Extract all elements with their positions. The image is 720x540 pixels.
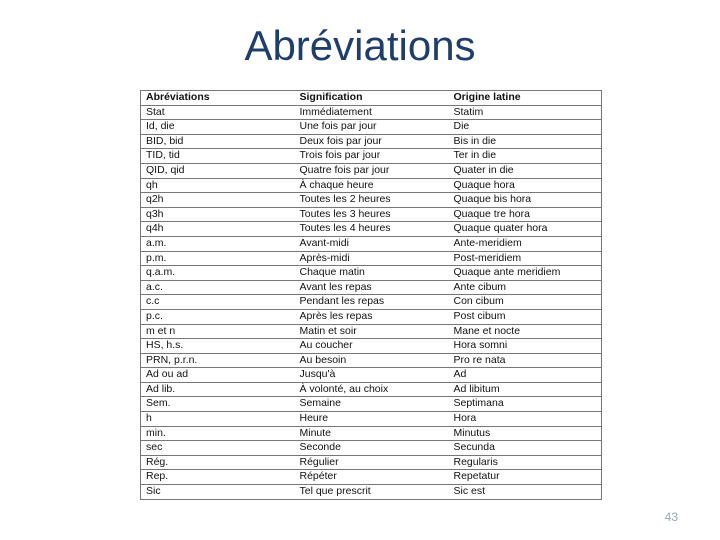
abbreviation-cell: PRN, p.r.n. (141, 353, 295, 368)
latin-origin-cell: Quaque ante meridiem (449, 266, 602, 281)
abbreviation-cell: QID, qid (141, 163, 295, 178)
signification-cell: Seconde (295, 441, 449, 456)
table-row (141, 163, 602, 178)
table-row (141, 207, 602, 222)
latin-origin-cell: Post-meridiem (449, 251, 602, 266)
table-row (141, 426, 602, 441)
table-row (141, 222, 602, 237)
table-row (141, 324, 602, 339)
signification-cell: Semaine (295, 397, 449, 412)
latin-origin-cell: Statim (449, 105, 602, 120)
abbreviation-cell: Stat (141, 105, 295, 120)
header-origine-latine: Origine latine (449, 91, 602, 106)
abbreviation-cell: Sic (141, 485, 295, 500)
table-row (141, 251, 602, 266)
signification-cell: Toutes les 4 heures (295, 222, 449, 237)
latin-origin-cell: Quaque quater hora (449, 222, 602, 237)
header-abbreviations: Abréviations (141, 91, 295, 106)
signification-cell: Chaque matin (295, 266, 449, 281)
table-row (141, 295, 602, 310)
abbreviation-cell: m et n (141, 324, 295, 339)
signification-cell: Au coucher (295, 339, 449, 354)
abbreviation-cell: Id, die (141, 120, 295, 135)
latin-origin-cell: Quater in die (449, 163, 602, 178)
table-row (141, 193, 602, 208)
abbreviation-cell: qh (141, 178, 295, 193)
signification-cell: Immédiatement (295, 105, 449, 120)
latin-origin-cell: Repetatur (449, 470, 602, 485)
abbreviation-cell: p.m. (141, 251, 295, 266)
latin-origin-cell: Pro re nata (449, 353, 602, 368)
page-number: 43 (664, 510, 678, 524)
signification-cell: Deux fois par jour (295, 134, 449, 149)
latin-origin-cell: Ter in die (449, 149, 602, 164)
table-row (141, 382, 602, 397)
latin-origin-cell: Regularis (449, 455, 602, 470)
signification-cell: Toutes les 2 heures (295, 193, 449, 208)
signification-cell: Minute (295, 426, 449, 441)
table-row (141, 397, 602, 412)
latin-origin-cell: Mane et nocte (449, 324, 602, 339)
table-row (141, 266, 602, 281)
latin-origin-cell: Quaque tre hora (449, 207, 602, 222)
signification-cell: Régulier (295, 455, 449, 470)
abbreviation-cell: Ad lib. (141, 382, 295, 397)
table-row (141, 105, 602, 120)
latin-origin-cell: Die (449, 120, 602, 135)
signification-cell: Toutes les 3 heures (295, 207, 449, 222)
signification-cell: Matin et soir (295, 324, 449, 339)
signification-cell: Jusqu'à (295, 368, 449, 383)
slide-title: Abréviations (244, 22, 476, 69)
header-signification: Signification (295, 91, 449, 106)
signification-cell: À volonté, au choix (295, 382, 449, 397)
latin-origin-cell: Ante cibum (449, 280, 602, 295)
abbreviation-cell: TID, tid (141, 149, 295, 164)
latin-origin-cell: Hora (449, 412, 602, 427)
signification-cell: Trois fois par jour (295, 149, 449, 164)
signification-cell: Quatre fois par jour (295, 163, 449, 178)
table-row (141, 120, 602, 135)
abbreviations-table (140, 90, 602, 500)
latin-origin-cell: Quaque hora (449, 178, 602, 193)
signification-cell: Heure (295, 412, 449, 427)
abbreviation-cell: BID, bid (141, 134, 295, 149)
signification-cell: À chaque heure (295, 178, 449, 193)
signification-cell: Pendant les repas (295, 295, 449, 310)
table-row (141, 455, 602, 470)
abbreviation-cell: sec (141, 441, 295, 456)
table-row (141, 412, 602, 427)
signification-cell: Avant-midi (295, 236, 449, 251)
abbreviation-cell: p.c. (141, 309, 295, 324)
table-row (141, 441, 602, 456)
latin-origin-cell: Secunda (449, 441, 602, 456)
signification-cell: Répéter (295, 470, 449, 485)
signification-cell: Avant les repas (295, 280, 449, 295)
table-row (141, 485, 602, 500)
latin-origin-cell: Hora somni (449, 339, 602, 354)
latin-origin-cell: Minutus (449, 426, 602, 441)
table-row (141, 470, 602, 485)
table-row (141, 368, 602, 383)
latin-origin-cell: Ante-meridiem (449, 236, 602, 251)
latin-origin-cell: Quaque bis hora (449, 193, 602, 208)
signification-cell: Après-midi (295, 251, 449, 266)
abbreviation-cell: Sem. (141, 397, 295, 412)
abbreviation-cell: Ad ou ad (141, 368, 295, 383)
abbreviation-cell: Rep. (141, 470, 295, 485)
table-row (141, 309, 602, 324)
signification-cell: Une fois par jour (295, 120, 449, 135)
signification-cell: Après les repas (295, 309, 449, 324)
abbreviation-cell: q4h (141, 222, 295, 237)
latin-origin-cell: Septimana (449, 397, 602, 412)
table-body (141, 105, 602, 499)
abbreviation-cell: q3h (141, 207, 295, 222)
latin-origin-cell: Sic est (449, 485, 602, 500)
table-row (141, 236, 602, 251)
abbreviation-cell: HS, h.s. (141, 339, 295, 354)
signification-cell: Tel que prescrit (295, 485, 449, 500)
latin-origin-cell: Ad libitum (449, 382, 602, 397)
abbreviation-cell: Rég. (141, 455, 295, 470)
latin-origin-cell: Bis in die (449, 134, 602, 149)
latin-origin-cell: Con cibum (449, 295, 602, 310)
table-row (141, 339, 602, 354)
table-row (141, 353, 602, 368)
table-row (141, 134, 602, 149)
abbreviation-cell: a.m. (141, 236, 295, 251)
latin-origin-cell: Ad (449, 368, 602, 383)
abbreviation-cell: c.c (141, 295, 295, 310)
table-row (141, 149, 602, 164)
abbreviation-cell: min. (141, 426, 295, 441)
table-row (141, 178, 602, 193)
table-row (141, 280, 602, 295)
latin-origin-cell: Post cibum (449, 309, 602, 324)
abbreviation-cell: h (141, 412, 295, 427)
abbreviation-cell: a.c. (141, 280, 295, 295)
abbreviation-cell: q2h (141, 193, 295, 208)
abbreviations-table-container (140, 90, 601, 500)
abbreviation-cell: q.a.m. (141, 266, 295, 281)
table-header-row (141, 91, 602, 106)
signification-cell: Au besoin (295, 353, 449, 368)
